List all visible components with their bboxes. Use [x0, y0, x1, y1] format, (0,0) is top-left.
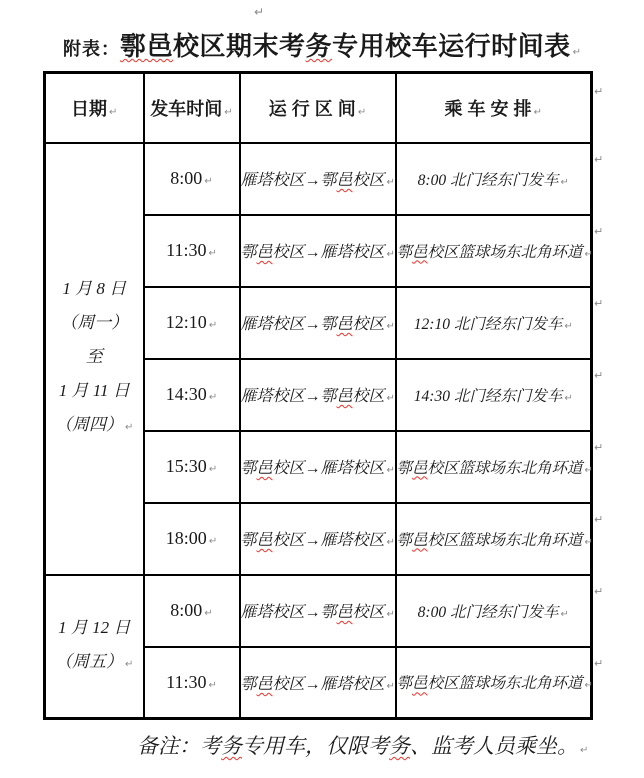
- boarding-arrangement: 鄠邑校区篮球场东北角环道 ↵: [396, 503, 592, 575]
- cell-end-mark-icon: ↵: [109, 106, 118, 118]
- cell-end-mark-icon: ↵: [560, 176, 569, 188]
- date-jan12: [45, 575, 144, 719]
- page-title: [0, 26, 644, 63]
- route-segment: 邑: [336, 172, 353, 189]
- header-label: 发车时间: [150, 98, 223, 119]
- route-segment: 邑: [256, 675, 273, 693]
- table-header-row: [45, 73, 592, 143]
- route: 雁塔校区→鄠邑校区 ↵: [240, 575, 396, 647]
- date-line: （周五） ↵: [55, 651, 134, 671]
- title-main: [120, 31, 571, 61]
- cell-end-mark-icon: ↵: [208, 320, 218, 331]
- route: 雁塔校区→鄠邑校区 ↵: [240, 143, 396, 215]
- departure-time: 12:10 ↵: [144, 287, 240, 359]
- route-segment: 邑: [336, 388, 353, 405]
- paragraph-mark-icon: ↵: [254, 5, 265, 19]
- title-prefix: 附表：: [63, 39, 121, 59]
- row-end-mark-icon: ↵: [594, 585, 604, 598]
- cell-end-mark-icon: ↵: [208, 392, 218, 403]
- header-label: 日期: [71, 98, 108, 119]
- route: 鄠邑校区→雁塔校区 ↵: [240, 503, 396, 575]
- row-end-mark-icon: ↵: [594, 153, 604, 166]
- route: 雁塔校区→鄠邑校区 ↵: [240, 359, 396, 431]
- cell-end-mark-icon: ↵: [208, 464, 218, 475]
- title-segment: 专用校车运行时间表: [332, 31, 571, 61]
- route-segment: 邑: [256, 244, 273, 261]
- date-line: 1 月 8 日: [62, 279, 127, 298]
- header-label: 乘 车 安 排: [444, 98, 532, 119]
- route-segment: 邑: [336, 316, 353, 333]
- cell-end-mark-icon: ↵: [208, 679, 217, 691]
- cell-end-mark-icon: ↵: [584, 248, 593, 260]
- route-segment: 邑: [256, 460, 273, 477]
- title-segment: 鄠邑: [120, 31, 174, 61]
- row-end-mark-icon: ↵: [594, 513, 604, 526]
- date-line: 1 月 12 日: [58, 617, 131, 637]
- boarding-arrangement: 8:00 北门经东门发车 ↵: [396, 143, 592, 215]
- cell-end-mark-icon: ↵: [208, 536, 218, 547]
- route-segment: 邑: [256, 532, 273, 549]
- cell-end-mark-icon: ↵: [564, 320, 573, 332]
- cell-end-mark-icon: ↵: [204, 176, 213, 187]
- cell-end-mark-icon: ↵: [386, 609, 395, 620]
- table-row: [45, 143, 592, 215]
- paragraph-mark-icon: ↵: [572, 47, 581, 58]
- table-row: [45, 575, 592, 647]
- cell-end-mark-icon: ↵: [386, 680, 395, 692]
- departure-time: 11:30 ↵: [144, 647, 240, 719]
- row-end-mark-icon: ↵: [594, 369, 604, 382]
- departure-time: 8:00 ↵: [144, 575, 240, 647]
- bus-schedule-table: [43, 71, 593, 720]
- date-line: 1 月 11 日: [58, 381, 130, 400]
- route: 鄠邑校区→雁塔校区 ↵: [240, 647, 396, 719]
- note-segment: 务: [221, 734, 242, 758]
- cell-end-mark-icon: ↵: [386, 321, 395, 332]
- route: 鄠邑校区→雁塔校区 ↵: [240, 431, 396, 503]
- cell-end-mark-icon: ↵: [386, 249, 395, 260]
- route: 雁塔校区→鄠邑校区 ↵: [240, 287, 396, 359]
- departure-time: 15:30 ↵: [144, 431, 240, 503]
- cell-end-mark-icon: ↵: [357, 106, 367, 118]
- title-segment: 校区期末考: [173, 31, 306, 61]
- note-segment: 务: [389, 734, 410, 758]
- cell-end-mark-icon: ↵: [386, 537, 395, 548]
- cell-end-mark-icon: ↵: [125, 658, 134, 670]
- header-route: [240, 73, 396, 143]
- row-end-mark-icon: ↵: [594, 297, 604, 310]
- arr-segment: 邑: [412, 531, 428, 549]
- cell-end-mark-icon: ↵: [386, 465, 395, 476]
- row-end-mark-icon: ↵: [594, 657, 604, 670]
- date-line: （周四） ↵: [55, 415, 134, 434]
- departure-time: 11:30 ↵: [144, 215, 240, 287]
- paragraph-mark-icon: ↵: [580, 745, 589, 756]
- route: 鄠邑校区→雁塔校区 ↵: [240, 215, 396, 287]
- boarding-arrangement: 14:30 北门经东门发车 ↵: [396, 359, 592, 431]
- row-end-mark-icon: ↵: [594, 85, 604, 98]
- footnote: [137, 730, 588, 760]
- date-range-jan8-11: [45, 143, 144, 575]
- cell-end-mark-icon: ↵: [564, 392, 573, 404]
- date-line: 至: [85, 347, 103, 366]
- cell-end-mark-icon: ↵: [533, 106, 542, 118]
- arr-segment: 邑: [412, 459, 428, 477]
- row-end-mark-icon: ↵: [594, 441, 604, 454]
- boarding-arrangement: 鄠邑校区篮球场东北角环道 ↵: [396, 431, 592, 503]
- cell-end-mark-icon: ↵: [125, 422, 134, 433]
- cell-end-mark-icon: ↵: [386, 177, 395, 188]
- route-segment: 邑: [336, 604, 353, 621]
- departure-time: 18:00 ↵: [144, 503, 240, 575]
- boarding-arrangement: 8:00 北门经东门发车 ↵: [396, 575, 592, 647]
- cell-end-mark-icon: ↵: [584, 536, 593, 548]
- header-label: 运 行 区 间: [268, 98, 356, 119]
- cell-end-mark-icon: ↵: [208, 248, 217, 259]
- date-line: （周一）: [60, 313, 129, 332]
- header-departure-time: [144, 73, 240, 143]
- cell-end-mark-icon: ↵: [560, 608, 569, 620]
- boarding-arrangement: 鄠邑校区篮球场东北角环道 ↵: [396, 647, 592, 719]
- departure-time: 8:00 ↵: [144, 143, 240, 215]
- header-boarding: [396, 73, 592, 143]
- cell-end-mark-icon: ↵: [224, 106, 233, 118]
- note-segment: 专用车，仅限考: [242, 734, 389, 758]
- arr-segment: 邑: [412, 243, 428, 261]
- boarding-arrangement: 鄠邑校区篮球场东北角环道 ↵: [396, 215, 592, 287]
- note-segment: 、监考人员乘坐。: [410, 734, 578, 758]
- arr-segment: 邑: [412, 675, 428, 693]
- note-segment: 备注：考: [137, 734, 221, 758]
- boarding-arrangement: 12:10 北门经东门发车 ↵: [396, 287, 592, 359]
- title-segment: 务: [305, 31, 333, 61]
- row-end-mark-icon: ↵: [594, 225, 604, 238]
- cell-end-mark-icon: ↵: [386, 393, 395, 404]
- cell-end-mark-icon: ↵: [584, 680, 593, 692]
- departure-time: 14:30 ↵: [144, 359, 240, 431]
- cell-end-mark-icon: ↵: [204, 608, 213, 619]
- cell-end-mark-icon: ↵: [584, 464, 593, 476]
- header-date: [45, 73, 144, 143]
